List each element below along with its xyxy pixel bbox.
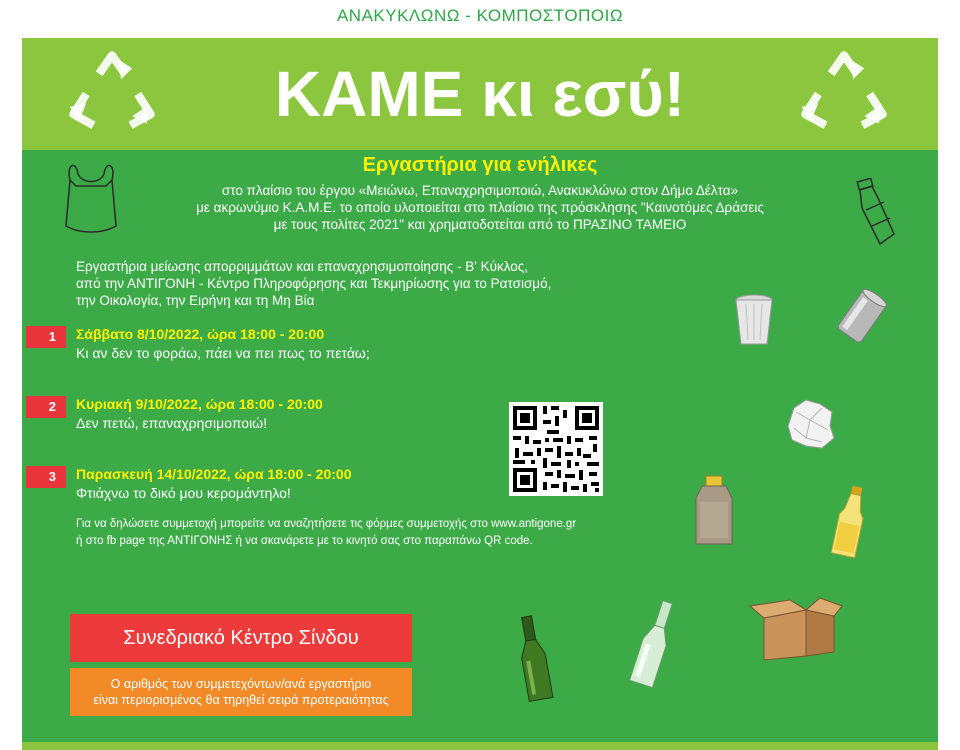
cardboard-box-icon [748,596,844,662]
poster-header [22,38,938,150]
series-line: την Οικολογία, την Ειρήνη και τη Μη Βία [76,293,315,308]
participants-limit-notice [70,668,412,716]
venue-banner: Συνεδριακό Κέντρο Σίνδου [70,614,412,662]
page-title: ΚΑΜΕ κι εσύ! [274,58,686,130]
series-line: από την ΑΝΤΙΓΟΝΗ - Κέντρο Πληροφόρησης και Τεκμηρίωσης για το Ρατσισμό, [76,276,552,291]
registration-line: Για να δηλώσετε συμμετοχή μπορείτε να αναζητήσετε τις φόρμες συμμετοχής στο www.antigone.gr [76,518,577,530]
intro-line: με τους πολίτες 2021" και χρηματοδοτείται από το ΠΡΑΣΙΝΟ ΤΑΜΕΙΟ [273,217,687,232]
crumpled-paper-icon [786,398,836,450]
registration-info [76,516,636,550]
plastic-bag-icon [62,156,120,236]
paper-cup-icon [734,294,774,348]
intro-line: με ακρωνύμιο Κ.Α.Μ.Ε. το οποίο υλοποιείται στο πλαίσιο της πρόσκλησης "Καινοτόμες Δράσεις [196,200,764,215]
session-title: Κι αν δεν το φοράω, πάει να πει πως το πετάω; [76,345,370,361]
poster [22,38,938,750]
registration-line: ή στο fb page της ΑΝΤΙΓΟΝΗΣ ή να σκανάρετε με το κινητό σας στο παραπάνω QR code. [76,535,533,547]
session-number-badge: 1 [26,326,66,348]
aluminum-can-icon [834,286,890,346]
series-line: Εργαστήρια μείωσης απορριμμάτων και επαναχρησιμοποίησης - Β' Κύκλος, [76,259,529,274]
oil-bottle-icon [830,484,870,560]
plastic-bottle-icon [850,178,902,250]
limit-line: είναι περιορισμένος θα τηρηθεί σειρά προτεραιότητας [93,693,389,707]
series-description [76,258,636,309]
subtitle: Εργαστήρια για ενήλικες [362,154,598,176]
top-banner: ΑΝΑΚΥΚΛΩΝΩ - ΚΟΜΠΟΣΤΟΠΟΙΩ [336,6,624,25]
qr-code[interactable] [509,402,603,496]
session-title: Φτιάχνω το δικό μου κερομάντηλο! [76,485,291,501]
session-number-badge: 3 [26,466,66,488]
session-date: Παρασκευή 14/10/2022, ώρα 18:00 - 20:00 [76,466,352,482]
intro-text [182,182,778,233]
session-title: Δεν πετώ, επαναχρησιμοποιώ! [76,415,267,431]
session-date: Κυριακή 9/10/2022, ώρα 18:00 - 20:00 [76,396,323,412]
recycle-icon [798,48,890,140]
session-date: Σάββατο 8/10/2022, ώρα 18:00 - 20:00 [76,326,325,342]
footer-band [22,742,938,750]
intro-line: στο πλαίσιο του έργου «Μειώνω, Επαναχρησιμοποιώ, Ανακυκλώνω στον Δήμο Δέλτα» [221,183,739,198]
glass-bottle-icon [512,614,556,704]
limit-line: Ο αριθμός των συμμετεχόντων/ανά εργαστήριο [110,677,372,691]
milk-jug-icon [692,474,736,548]
session-number-badge: 2 [26,396,66,418]
qr-code-pattern [509,402,603,496]
glass-bottle-icon [628,598,680,690]
